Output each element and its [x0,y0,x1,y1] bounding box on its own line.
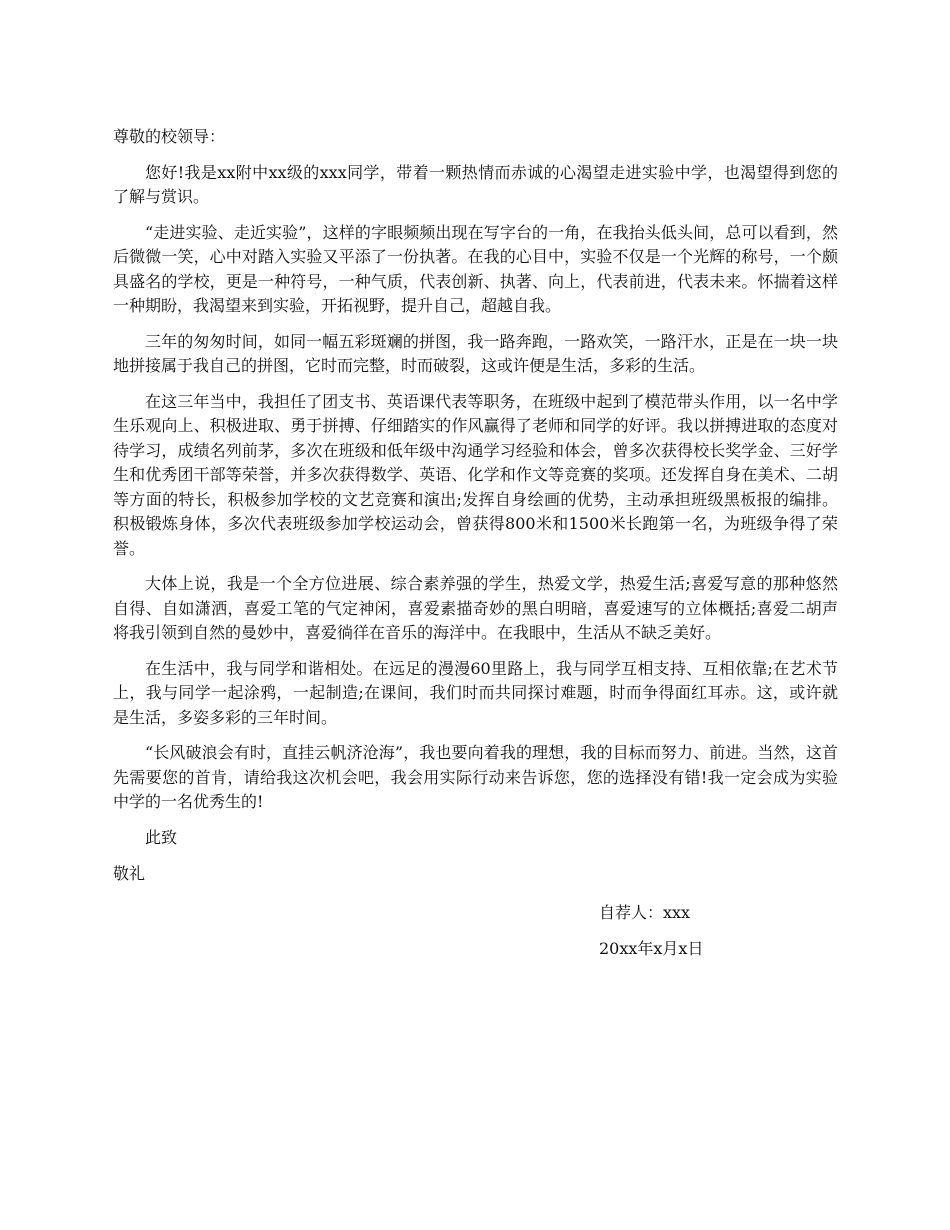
paragraph-aspiration: “走进实验、走近实验”，这样的字眼频频出现在写字台的一角，在我抬头低头间，总可以看到，然后微微一笑，心中对踏入实验又平添了一份执著。在我的心目中，实验不仅是一个光辉的称号，一个颇具盛名的学校，更是一种符号，一种气质，代表创新、执著、向上，代表前进，代表未来。怀揣着这样一种期盼，我渴望来到实验，开拓视野，提升自己，超越自我。 [113,222,838,315]
paragraph-classmates: 在生活中，我与同学和谐相处。在远足的漫漫60里路上，我与同学互相支持、互相依靠;在艺术节上，我与同学一起涂鸦，一起制造;在课间，我们时而共同探讨难题，时而争得面红耳赤。这，或许就是生活，多姿多彩的三年时间。 [113,658,838,727]
paragraph-hobbies: 大体上说，我是一个全方位进展、综合素养强的学生，热爱文学，热爱生活;喜爱写意的那种悠然自得、自如潇洒，喜爱工笔的气定神闲，喜爱素描奇妙的黑白明暗，喜爱速写的立体概括;喜爱二胡声将我引领到自然的曼妙中，喜爱徜徉在音乐的海洋中。在我眼中，生活从不缺乏美好。 [113,574,838,642]
signer-name: 自荐人：xxx [599,902,691,922]
signature-block [599,901,838,962]
paragraph-intro: 您好!我是xx附中xx级的xxx同学，带着一颗热情而赤诚的心渴望走进实验中学，也渴望得到您的了解与赏识。 [113,162,838,206]
closing-phrase: 此致 [145,827,178,847]
regards-phrase: 敬礼 [113,864,146,883]
paragraph-three-years: 三年的匆匆时间，如同一幅五彩斑斓的拼图，我一路奔跑，一路欢笑，一路汗水，正是在一块一块地拼接属于我自己的拼图，它时而完整，时而破裂，这或许便是生活，多彩的生活。 [113,331,838,375]
paragraph-achievements: 在这三年当中，我担任了团支书、英语课代表等职务，在班级中起到了模范带头作用，以一名中学生乐观向上、积极进取、勇于拼搏、仔细踏实的作风赢得了老师和同学的好评。我以拼搏进取的态度对待学习，成绩名列前茅，多次在班级和低年级中沟通学习经验和体会，曾多次获得校长奖学金、三好学生和优秀团干部等荣誉，并多次获得数学、英语、化学和作文等竞赛的奖项。还发挥自身在美术、二胡等方面的特长，积极参加学校的文艺竞赛和演出;发挥自身绘画的优势，主动承担班级黑板报的编排。积极锻炼身体，多次代表班级参加学校运动会，曾获得800米和1500米长跑第一名，为班级争得了荣誉。 [113,391,838,558]
paragraph-conclusion: “长风破浪会有时，直挂云帆济沧海”，我也要向着我的理想，我的目标而努力、前进。当然，这首先需要您的首肯，请给我这次机会吧，我会用实际行动来告诉您，您的选择没有错!我一定会成为实验中学的一名优秀生的! [113,743,838,811]
salutation: 尊敬的校领导： [113,127,226,146]
signature-date: 20xx年x月x日 [599,939,704,958]
